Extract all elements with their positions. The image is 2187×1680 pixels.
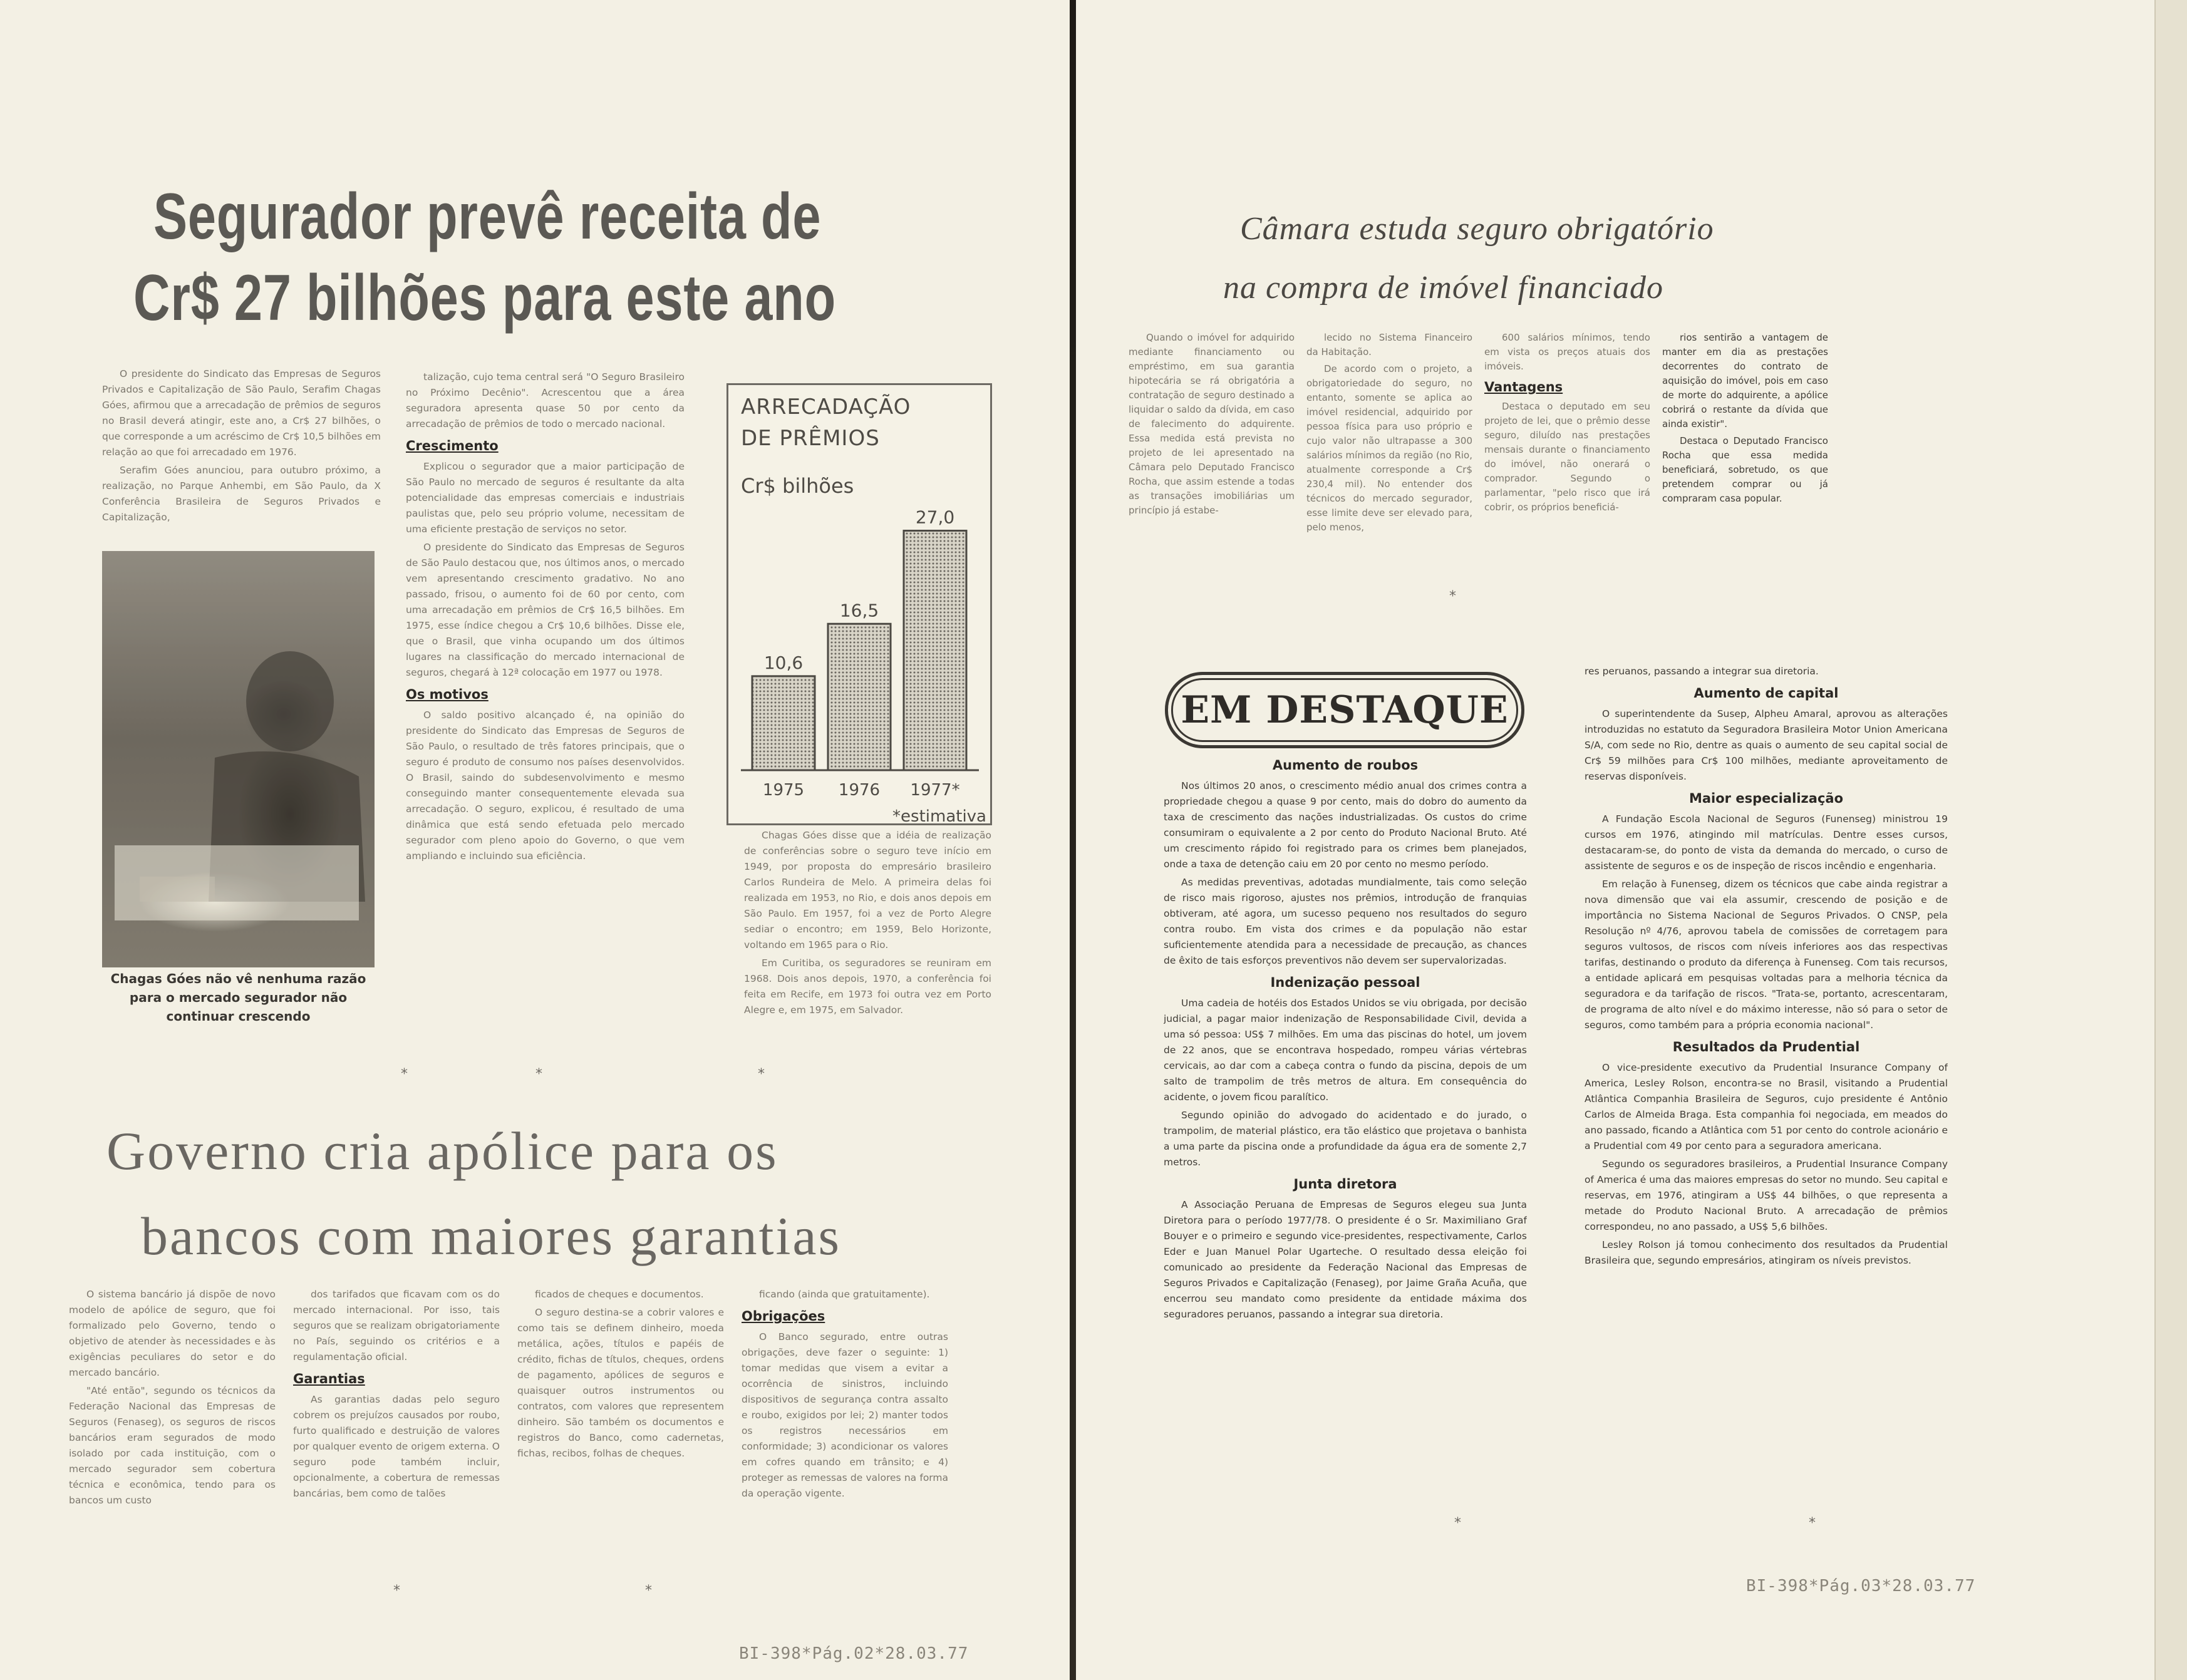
- separator-star: *: [1449, 589, 1456, 604]
- right-page: [1076, 0, 2187, 1680]
- paragraph: Destaca o deputado em seu projeto de lei, que o prêmio desse seguro, diluído nas prestações mensais durante o financiamento do imóvel, não onerará o comprador. Segundo o parlamentar, "pelo risco que irá cobrir, os próprios beneficiá-: [1484, 401, 1650, 513]
- paragraph: Segundo os seguradores brasileiros, a Prudential Insurance Company of America é uma das maiores empresas do setor no mundo. Seu capital e reservas, em 1976, atingiram a US$ 44 bilhões, o que representa a metade do Produto Nacional Bruto. A arrecadação de prêmios correspondeu, no ano passado, a US$ 5,6 bilhões.: [1585, 1158, 1948, 1232]
- paragraph: Nos últimos 20 anos, o crescimento médio anual dos crimes contra a propriedade chegou a quase 9 por cento, mais do dobro do aumento da taxa de crescimento das nações industrializadas. Os custos do crime consumiram o equivalente a 2 por cento do Produto Nacional Bruto. Até um crescimento rápido foi registrado para os crimes bem planejados, onde a taxa de detenção caiu em 20 por cento no mesmo período.: [1164, 780, 1527, 870]
- paragraph: O seguro destina-se a cobrir valores e como tais se definem dinheiro, moeda metálica, ações, títulos e papéis de crédito, fichas de títulos, cheques, ordens de pagamento, apólices de seguros e quaisquer outros instrumentos ou contratos, com valores que representem dinheiro. São também os documentos e registros do Banco, como cadernetas, fichas, recibos, folhas de cheques.: [517, 1307, 724, 1459]
- article-2-column-1: [69, 1287, 276, 1575]
- camara-column-4: [1662, 331, 1828, 547]
- paragraph: O saldo positivo alcançado é, na opinião do presidente do Sindicato das Empresas de Seguros de São Paulo, o resultado de três fatores principais, que o seguro é produto de consumo nos países desenvolvidos. O Brasil, saindo do subdesenvolvimento e mesmo conseguindo manter consequentemente elevada sua arrecadação. O seguro, explicou, é resultado de uma dinâmica que está sendo efetuada pelo mercado segurador com pleno apoio do Governo, o que vem ampliando e incluindo sua eficiência.: [406, 709, 685, 862]
- chart-value-label: 16,5: [839, 600, 879, 621]
- chart-unit-label: Cr$ bilhões: [741, 474, 854, 498]
- left-page: [0, 0, 1070, 1680]
- em-destaque-banner: EM DESTAQUE: [1165, 672, 1524, 748]
- headline-camara-line-2: na compra de imóvel financiado: [1223, 270, 1663, 306]
- paragraph: Lesley Rolson já tomou conhecimento dos resultados da Prudential Brasileira que, segundo empresários, atingiram os níveis previstos.: [1585, 1239, 1948, 1266]
- lead-line: res peruanos, passando a integrar sua diretoria.: [1585, 666, 1819, 677]
- headline-2-line-2: bancos com maiores garantias: [141, 1206, 842, 1266]
- paragraph: As medidas preventivas, adotadas mundialmente, tais como seleção de risco mais rigoroso, ajustes nos prêmios, introdução de franquias obtiveram, até agora, um sucesso pequeno nos resultados do seguro contra roubo. Em vista dos crimes e da população não estar suficientemente atendida para a necessidade de precaução, as chances de êxito de tais esforços preventivos não devem ser supervalorizadas.: [1164, 877, 1527, 966]
- separator-star: *: [1809, 1515, 1816, 1531]
- section-head: Aumento de roubos: [1272, 758, 1419, 773]
- paragraph: A Associação Peruana de Empresas de Seguros elegeu sua Junta Diretora para o período 1977/78. O presidente é o Sr. Maximiliano Graf Bouyer e o primeiro e segundo vice-presidentes, respectivamente, Carlos Eder e Juan Manuel Polar Ugarteche. O resultado dessa eleição foi comunicado ao presidente da Federação Nacional das Empresas de Seguros Privados e Capitalização (Fenaseg), por Jaime Graña Acuña, que encerrou seu mandato como presidente da entidade máxima dos seguradores peruanos, passando a integrar sua diretoria.: [1164, 1199, 1527, 1320]
- paragraph: Explicou o segurador que a maior participação de São Paulo no mercado de seguros é resultante da alta potencialidade das empresas comerciais e industriais paulistas que, pelo seu próprio volume, necessitam de uma eficiente prestação de serviços no setor.: [406, 461, 685, 535]
- subhead-obrigacoes: Obrigações: [742, 1309, 825, 1324]
- paragraph: Segundo opinião do advogado do acidentado e do jurado, o trampolim, de material plástico, era tão elástico que projetava o banhista a uma parte da piscina onde a profundidade da água era de somente 2,7 metros.: [1164, 1110, 1527, 1168]
- premiums-chart: [726, 383, 992, 825]
- subhead-garantias: Garantias: [293, 1371, 365, 1386]
- camara-column-3: [1484, 331, 1650, 547]
- separator-star: *: [758, 1066, 765, 1082]
- paragraph: O Banco segurado, entre outras obrigações, deve fazer o seguinte: 1) tomar medidas que visem a evitar a ocorrência de sinistros, incluindo dispositivos de segurança contra assalto e roubo, exigidos por lei; 2) manter todos os registros necessários em conformidade; 3) acondicionar os valores em cofres quando em trânsito; e 4) proteger as remessas de valores na forma da operação vigente.: [742, 1331, 948, 1499]
- page-stamp: BI-398*Pág.03*28.03.77: [1746, 1577, 1976, 1595]
- paragraph: Quando o imóvel for adquirido mediante financiamento ou empréstimo, em sua garantia hipotecária se rá obrigatória a contratação de seguro destinado a liquidar o saldo da dívida, em caso de falecimento do adquirente. Essa medida está prevista no projeto de lei apresentado na Câmara pelo Deputado Francisco Rocha, que assim estende a todas as transações imobiliárias um princípio já estabe-: [1129, 332, 1295, 516]
- section-head: Maior especialização: [1688, 791, 1844, 806]
- page-stamp: BI-398*Pág.02*28.03.77: [739, 1644, 969, 1663]
- destaque-right-column: [1585, 664, 1948, 1478]
- paragraph: Em relação à Funenseg, dizem os técnicos que cabe ainda registrar a nova dimensão que vai ela assumir, crescendo de posição e de importância no Sistema Nacional de Seguros Privados. O CNSP, pela Resolução nº 4/76, aprovou tabela de comissões de corretagem para seguros vultosos, de riscos com níveis inferiores aos das respectivas tarifas, destinando o produto da diferença à Funenseg. Com tais recursos, a entidade aplicará em pesquisas voltadas para a melhoria técnica da seguradora e da tarifação de riscos. "Trata-se, portanto, acrescentaram, de programa de alto nível e do máximo interesse, não só para o setor de seguros, como também para a própria economia nacional".: [1585, 879, 1948, 1031]
- paragraph: dos tarifados que ficavam com os do mercado internacional. Por isso, tais seguros que se realizam obrigatoriamente no País, seguindo os critérios e a regulamentação oficial.: [293, 1289, 500, 1363]
- chart-category-label: 1976: [838, 781, 881, 800]
- paragraph: A Fundação Escola Nacional de Seguros (Funenseg) ministrou 19 cursos em 1976, atingindo mil matrículas. Dentre esses cursos, destacaram-se, do ponto de vista da demanda do mercado, o curso de assistente de seguros e os de inspeção de riscos incêndio e engenharia.: [1585, 813, 1948, 872]
- paragraph: Uma cadeia de hotéis dos Estados Unidos se viu obrigada, por decisão judicial, a pagar maior indenização de Responsabilidade Civil, devida a uma só pessoa: US$ 7 milhões. Em uma das piscinas do hotel, um jovem de 22 anos, que se encontrava hospedado, rompeu várias vértebras cervicais, ao dar com a cabeça contra o fundo da piscina, depois de um salto de trampolim de três metros de altura. Em consequência do acidente, o jovem ficou paralítico.: [1164, 997, 1527, 1103]
- separator-star: *: [645, 1583, 652, 1599]
- paragraph: lecido no Sistema Financeiro da Habitação.: [1306, 332, 1472, 358]
- article-2-column-3: [517, 1287, 724, 1575]
- headline-1-line-1: Segurador prevê receita de: [153, 180, 822, 253]
- page-edge: [2154, 0, 2187, 1680]
- chart-value-label: 27,0: [915, 507, 955, 528]
- paragraph: O superintendente da Susep, Alpheu Amaral, aprovou as alterações introduzidas no estatuto da Seguradora Brasileira Motor Union Americana S/A, com sede no Rio, dentre as quais o aumento de seu capital social de Cr$ 59 milhões para Cr$ 100 milhões, mediante aproveitamento de reservas disponíveis.: [1585, 708, 1948, 782]
- chart-category-label: 1977*: [910, 781, 960, 800]
- separator-star: *: [393, 1583, 400, 1599]
- paragraph: Destaca o Deputado Francisco Rocha que essa medida beneficiará, sobretudo, os que pretendem comprar ou já compraram casa popular.: [1662, 435, 1828, 504]
- article-2-column-2: [293, 1287, 500, 1575]
- paragraph: O sistema bancário já dispõe de novo modelo de apólice de seguro, que foi formalizado pelo Governo, tendo o objetivo de atender às necessidades e às exigências peculiares do setor e do mercado bancário.: [69, 1289, 276, 1378]
- subhead-crescimento: Crescimento: [406, 438, 499, 453]
- photo-caption: Chagas Góes não vê nenhuma razão para o mercado segurador não continuar crescendo: [110, 971, 366, 1024]
- section-head: Aumento de capital: [1693, 686, 1839, 701]
- chart-category-label: 1975: [762, 781, 805, 800]
- paragraph: talização, cujo tema central será "O Seguro Brasileiro no Próximo Decênio". Acrescentou que a área seguradora apresenta quase 50 por cento da arrecadação de prêmios de todo o mercado nacional.: [406, 371, 685, 430]
- paragraph: Chagas Góes disse que a idéia de realização de conferências sobre o seguro teve início em 1949, por proposta do empresário brasileiro Carlos Rundeira de Melo. A primeira delas foi realizada em 1953, no Rio, e dois anos depois em São Paulo. Em 1957, foi a vez de Porto Alegre sediar o encontro; em 1959, Belo Horizonte, voltando em 1965 para o Rio.: [744, 830, 991, 951]
- paragraph: rios sentirão a vantagem de manter em dia as prestações decorrentes do contrato de aquisição do imóvel, pois em caso de morte do adquirente, a apólice cobrirá o restante da dívida que ainda existir".: [1662, 332, 1828, 430]
- paragraph: "Até então", segundo os técnicos da Federação Nacional das Empresas de Seguros (Fenaseg), os seguros de riscos bancários eram segurados de modo isolado por cada instituição, com o mercado segurador sem cobertura técnica e econômica, tendo para os bancos um custo: [69, 1385, 276, 1506]
- chart-bar: [752, 676, 815, 770]
- chart-bar: [828, 624, 891, 770]
- subhead-vantagens: Vantagens: [1484, 379, 1563, 394]
- section-head: Junta diretora: [1293, 1177, 1397, 1192]
- paragraph: Em Curitiba, os seguradores se reuniram em 1968. Dois anos depois, 1970, a conferência foi feita em Recife, em 1973 foi outra vez em Porto Alegre e, em 1975, em Salvador.: [744, 957, 991, 1016]
- chart-footnote: *estimativa: [892, 807, 986, 826]
- chart-plot: [728, 385, 990, 823]
- paragraph: ficando (ainda que gratuitamente).: [759, 1289, 930, 1300]
- paragraph: O presidente do Sindicato das Empresas de Seguros Privados e Capitalização de São Paulo, Serafim Chagas Góes, afirmou que a arrecadação de prêmios de seguros no Brasil deverá atingir, este ano, a Cr$ 27 bilhões, o que corresponde a um acréscimo de Cr$ 10,5 bilhões em relação ao que foi arrecadado em 1976.: [102, 368, 381, 458]
- paragraph: O vice-presidente executivo da Prudential Insurance Company of America, Lesley Rolson, encontra-se no Brasil, visitando a Prudential Atlântica Companhia Brasileira de Seguros, cujo presidente é Antônio Carlos de Almeida Braga. Esta companhia foi negociada, em meados do ano passado, ficando a Atlântica com 51 por cento do controle acionário e a Prudential com 49 por cento para a seguradora americana.: [1585, 1062, 1948, 1152]
- paragraph: 600 salários mínimos, tendo em vista os preços atuais dos imóveis.: [1484, 332, 1650, 372]
- paragraph: ficados de cheques e documentos.: [535, 1289, 704, 1300]
- section-head: Indenização pessoal: [1270, 975, 1420, 990]
- article-1-column-1: [102, 366, 381, 549]
- article-2-column-4: [742, 1287, 948, 1575]
- portrait-photo: [102, 551, 375, 967]
- destaque-left-column: [1164, 758, 1527, 1471]
- camara-column-2: [1306, 331, 1472, 547]
- chart-value-label: 10,6: [763, 652, 804, 673]
- paragraph: O presidente do Sindicato das Empresas de Seguros de São Paulo destacou que, nos últimos anos, o mercado vem apresentando crescimento gradativo. No ano passado, frisou, o aumento foi de 60 por cento, com uma arrecadação em prêmios de Cr$ 16,5 bilhões. Em 1975, esse índice chegou a Cr$ 10,6 bilhões. Disse ele, que o Brasil, que vinha ocupando um dos últimos lugares na classificação do mercado internacional de seguros, chegará à 12ª colocação em 1977 ou 1978.: [406, 542, 685, 678]
- book-gutter: [1070, 0, 1076, 1680]
- separator-star: *: [535, 1066, 542, 1082]
- paragraph: Serafim Góes anunciou, para outubro próximo, a realização, no Parque Anhembi, em São Paulo, da X Conferência Brasileira de Seguros Privados e Capitalização,: [102, 465, 381, 523]
- paragraph: As garantias dadas pelo seguro cobrem os prejuízos causados por roubo, furto qualificado e destruição de valores por qualquer evento de origem externa. O seguro pode também incluir, opcionalmente, a cobertura de remessas bancárias, bem como de talões: [293, 1394, 500, 1499]
- separator-star: *: [401, 1066, 408, 1082]
- paragraph: De acordo com o projeto, a obrigatoriedade do seguro, no entanto, somente se aplica ao imóvel residencial, adquirido por pessoa física para uso próprio e cujo valor não ultrapasse a 300 salários mínimos da região (no Rio, atualmente corresponde a Cr$ 230,4 mil). No entender dos técnicos do mercado segurador, esse limite deve ser elevado para, pelo menos,: [1306, 363, 1472, 533]
- camara-column-1: [1129, 331, 1295, 547]
- headline-2-line-1: Governo cria apólice para os: [106, 1121, 778, 1181]
- subhead-os-motivos: Os motivos: [406, 687, 489, 702]
- bars-layer: [741, 507, 979, 800]
- section-head: Resultados da Prudential: [1672, 1039, 1860, 1054]
- article-1-column-2: [406, 369, 685, 1033]
- headline-1-line-2: Cr$ 27 bilhões para este ano: [133, 262, 836, 334]
- separator-star: *: [1454, 1515, 1461, 1531]
- article-1-column-3: [744, 828, 991, 1038]
- chart-title: ARRECADAÇÃO DE PRÊMIOS: [741, 394, 911, 451]
- chart-bar: [904, 531, 966, 771]
- headline-camara-line-1: Câmara estuda seguro obrigatório: [1240, 211, 1714, 247]
- photo-figure: [102, 551, 375, 967]
